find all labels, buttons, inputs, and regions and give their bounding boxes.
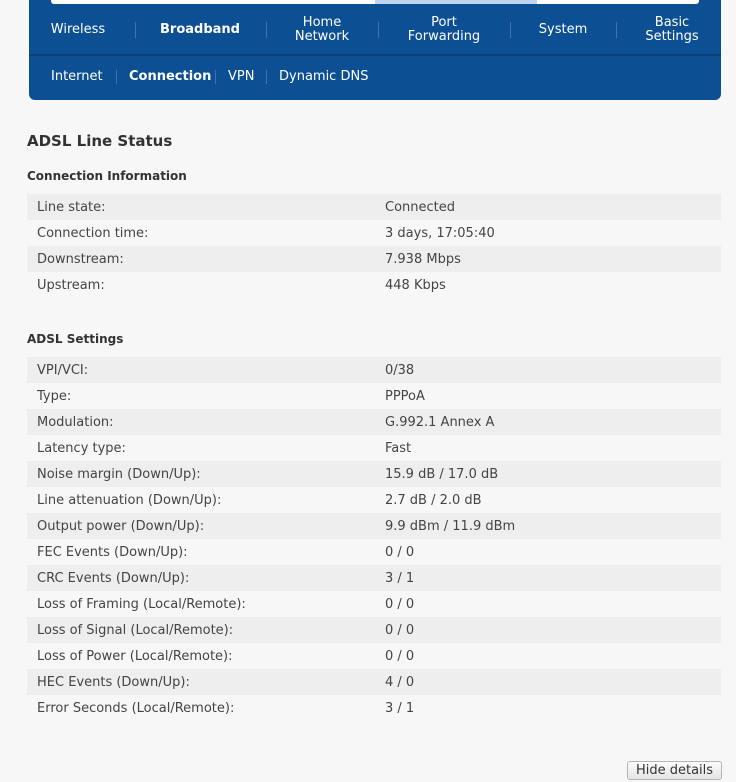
- table-row: [27, 487, 721, 513]
- row-key: Type:: [27, 383, 385, 409]
- nav-item-wireless[interactable]: Wireless: [50, 22, 106, 37]
- row-value: 3 days, 17:05:40: [385, 220, 721, 246]
- nav-divider: [29, 54, 721, 56]
- row-key: Latency type:: [27, 435, 385, 461]
- row-key: CRC Events (Down/Up):: [27, 565, 385, 591]
- subnav-item-connection[interactable]: Connection: [129, 69, 212, 84]
- row-key: Upstream:: [27, 272, 385, 298]
- row-key: Downstream:: [27, 246, 385, 272]
- subnav-item-dynamic-dns[interactable]: Dynamic DNS: [279, 69, 369, 84]
- table-row: [27, 695, 721, 721]
- row-value: G.992.1 Annex A: [385, 409, 721, 435]
- page-title: ADSL Line Status: [27, 132, 173, 150]
- row-value: 0 / 0: [385, 643, 721, 669]
- row-value: 2.7 dB / 2.0 dB: [385, 487, 721, 513]
- primary-nav: [29, 12, 721, 48]
- hide-details-button[interactable]: Hide details: [627, 761, 722, 780]
- nav-separator: [510, 22, 511, 38]
- table-row: [27, 435, 721, 461]
- row-key: Modulation:: [27, 409, 385, 435]
- row-value: 9.9 dBm / 11.9 dBm: [385, 513, 721, 539]
- row-value: 0 / 0: [385, 591, 721, 617]
- row-value: 0 / 0: [385, 617, 721, 643]
- adsl-settings-table: [27, 357, 721, 721]
- subnav-item-internet[interactable]: Internet: [51, 69, 103, 84]
- row-value: 15.9 dB / 17.0 dB: [385, 461, 721, 487]
- nav-item-port-forwarding[interactable]: Port Forwarding: [407, 15, 481, 44]
- nav-item-system[interactable]: System: [538, 22, 588, 37]
- adsl-settings-title: ADSL Settings: [27, 332, 124, 346]
- row-value: Fast: [385, 435, 721, 461]
- table-row: [27, 539, 721, 565]
- active-tab-indicator: [375, 0, 537, 4]
- row-key: Loss of Framing (Local/Remote):: [27, 591, 385, 617]
- row-value: 0/38: [385, 357, 721, 383]
- row-value: 3 / 1: [385, 565, 721, 591]
- connection-info-title: Connection Information: [27, 169, 187, 183]
- row-value: Connected: [385, 194, 721, 220]
- table-row: [27, 220, 721, 246]
- row-key: Error Seconds (Local/Remote):: [27, 695, 385, 721]
- row-value: 0 / 0: [385, 539, 721, 565]
- row-key: Noise margin (Down/Up):: [27, 461, 385, 487]
- subnav-separator: [215, 70, 216, 84]
- subnav-item-vpn[interactable]: VPN: [228, 69, 255, 84]
- table-row: [27, 617, 721, 643]
- table-row: [27, 409, 721, 435]
- table-row: [27, 461, 721, 487]
- table-row: [27, 194, 721, 220]
- top-navigation: [29, 0, 721, 100]
- table-row: [27, 383, 721, 409]
- nav-item-broadband[interactable]: Broadband: [160, 22, 240, 37]
- nav-separator: [616, 22, 617, 38]
- connection-info-table: [27, 194, 721, 298]
- row-key: HEC Events (Down/Up):: [27, 669, 385, 695]
- row-key: Line state:: [27, 194, 385, 220]
- row-key: Output power (Down/Up):: [27, 513, 385, 539]
- table-row: [27, 669, 721, 695]
- subnav-separator: [116, 70, 117, 84]
- nav-item-home-network[interactable]: Home Network: [294, 15, 350, 44]
- nav-separator: [378, 22, 379, 38]
- row-key: Loss of Power (Local/Remote):: [27, 643, 385, 669]
- row-key: FEC Events (Down/Up):: [27, 539, 385, 565]
- row-key: VPI/VCI:: [27, 357, 385, 383]
- table-row: [27, 565, 721, 591]
- row-key: Loss of Signal (Local/Remote):: [27, 617, 385, 643]
- row-key: Line attenuation (Down/Up):: [27, 487, 385, 513]
- table-row: [27, 272, 721, 298]
- table-row: [27, 357, 721, 383]
- row-value: 7.938 Mbps: [385, 246, 721, 272]
- nav-separator: [135, 22, 136, 38]
- row-value: 4 / 0: [385, 669, 721, 695]
- table-row: [27, 643, 721, 669]
- row-key: Connection time:: [27, 220, 385, 246]
- table-row: [27, 246, 721, 272]
- table-row: [27, 591, 721, 617]
- nav-item-basic-settings[interactable]: Basic Settings: [645, 15, 699, 44]
- secondary-nav: [29, 66, 721, 88]
- subnav-separator: [266, 70, 267, 84]
- tab-indicator-strip: [51, 0, 699, 4]
- table-row: [27, 513, 721, 539]
- row-value: PPPoA: [385, 383, 721, 409]
- row-value: 448 Kbps: [385, 272, 721, 298]
- row-value: 3 / 1: [385, 695, 721, 721]
- nav-separator: [266, 22, 267, 38]
